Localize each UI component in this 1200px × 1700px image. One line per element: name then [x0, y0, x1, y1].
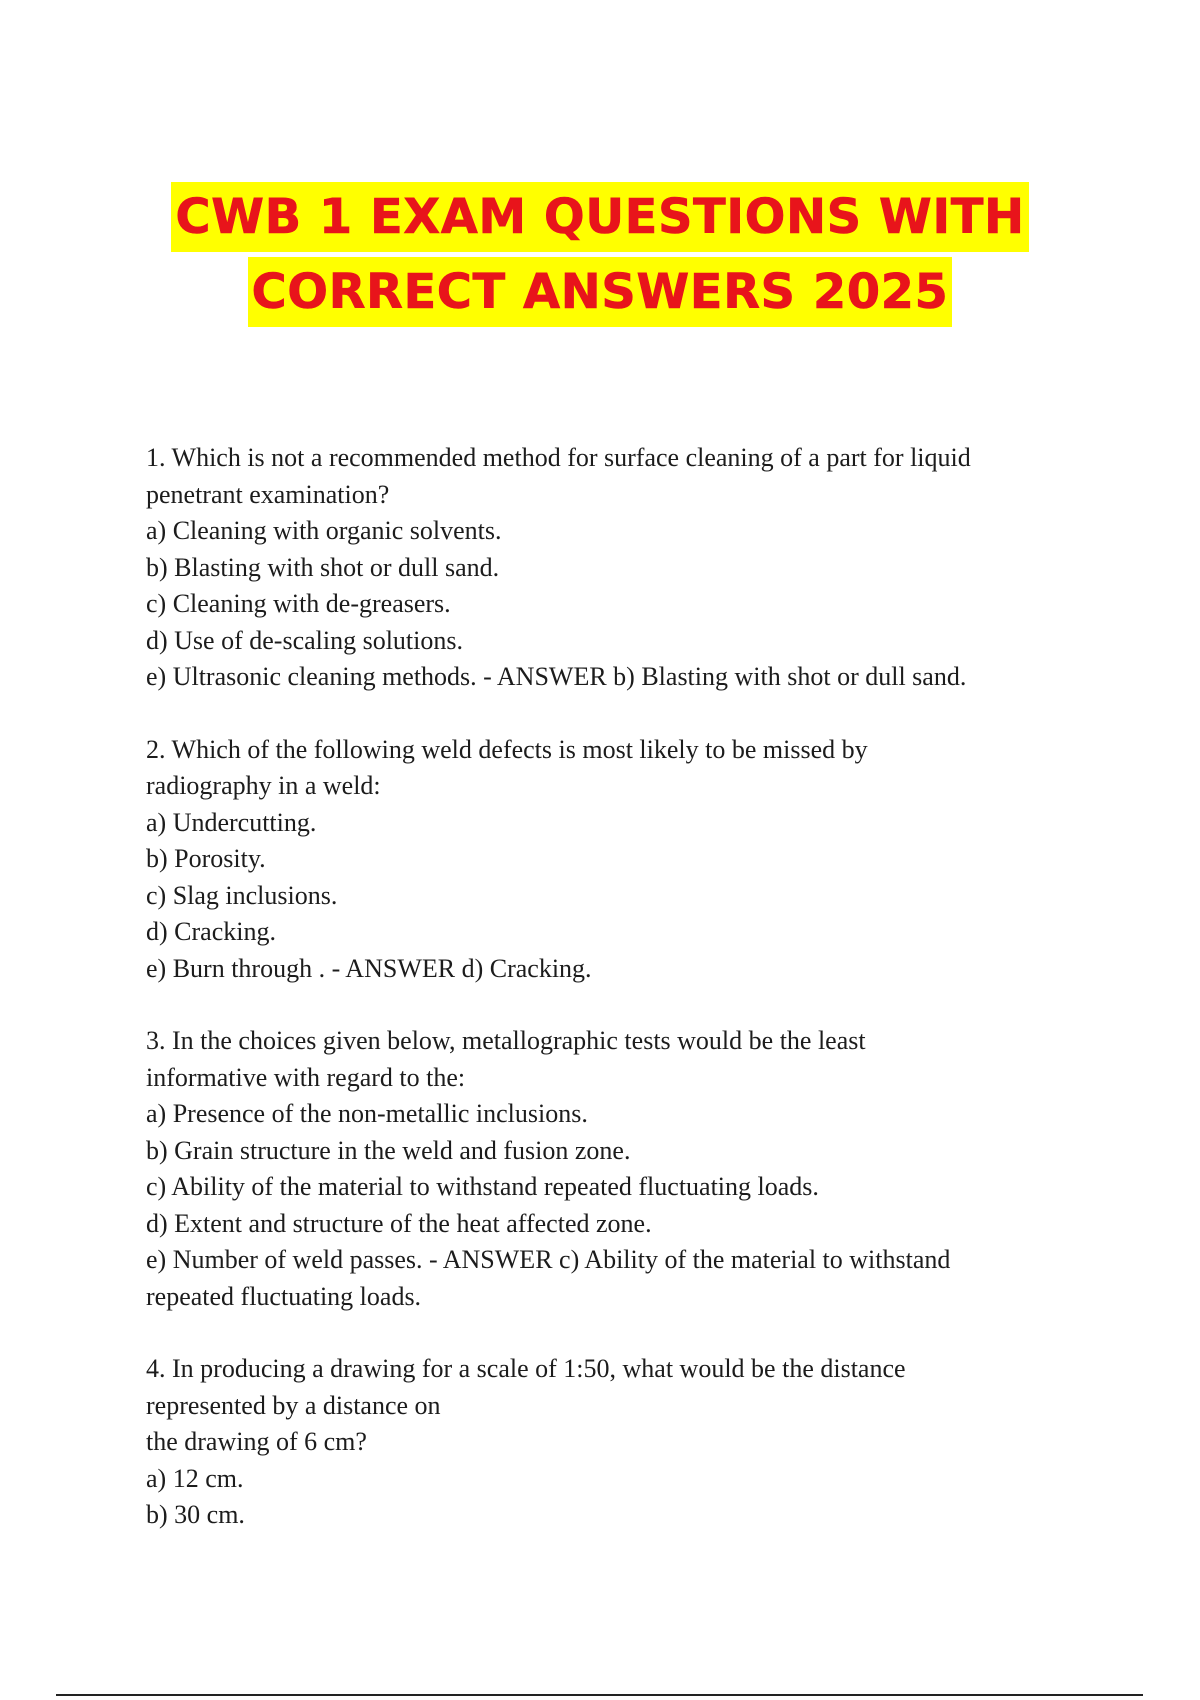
option-a: a) 12 cm.	[146, 1463, 244, 1493]
option-b: b) Porosity.	[146, 844, 266, 873]
question-3	[146, 1023, 1076, 1315]
answer-continuation: repeated fluctuating loads.	[146, 1281, 422, 1311]
option-c: c) Cleaning with de-greasers.	[146, 589, 451, 618]
question-text: the drawing of 6 cm?	[146, 1427, 367, 1456]
question-text: 2. Which of the following weld defects is most likely to be missed by	[146, 734, 868, 764]
option-d: d) Cracking.	[146, 917, 276, 946]
question-text: informative with regard to the:	[146, 1062, 466, 1092]
option-d: d) Use of de-scaling solutions.	[146, 625, 464, 655]
title-line-2: CORRECT ANSWERS 2025	[248, 257, 953, 327]
option-b: b) Grain structure in the weld and fusion zone.	[146, 1135, 631, 1165]
option-e-with-answer: e) Ultrasonic cleaning methods. - ANSWER b) Blasting with shot or dull sand.	[146, 662, 967, 691]
option-a: a) Undercutting.	[146, 807, 317, 837]
question-1	[146, 440, 1076, 696]
option-d: d) Extent and structure of the heat affected zone.	[146, 1208, 652, 1238]
option-a: a) Cleaning with organic solvents.	[146, 516, 502, 545]
option-b: b) Blasting with shot or dull sand.	[146, 552, 500, 582]
option-b: b) 30 cm.	[146, 1500, 245, 1529]
page-bottom-divider	[56, 1694, 1143, 1696]
question-2	[146, 732, 1076, 988]
question-4	[146, 1351, 1076, 1534]
question-text: represented by a distance on	[146, 1390, 441, 1420]
question-text: 3. In the choices given below, metallographic tests would be the least	[146, 1026, 866, 1055]
question-text: 1. Which is not a recommended method for surface cleaning of a part for liquid	[146, 443, 971, 472]
questions-list	[146, 440, 1076, 1570]
question-text: penetrant examination?	[146, 479, 390, 509]
option-c: c) Ability of the material to withstand repeated fluctuating loads.	[146, 1172, 819, 1201]
question-text: 4. In producing a drawing for a scale of 1:50, what would be the distance	[146, 1354, 906, 1383]
option-c: c) Slag inclusions.	[146, 880, 338, 910]
option-e-with-answer: e) Burn through . - ANSWER d) Cracking.	[146, 953, 592, 983]
question-text: radiography in a weld:	[146, 771, 381, 800]
option-e-with-answer: e) Number of weld passes. - ANSWER c) Ability of the material to withstand	[146, 1245, 951, 1274]
title-line-1: CWB 1 EXAM QUESTIONS WITH	[171, 182, 1028, 252]
option-a: a) Presence of the non-metallic inclusions.	[146, 1099, 588, 1128]
document-title	[0, 182, 1200, 332]
